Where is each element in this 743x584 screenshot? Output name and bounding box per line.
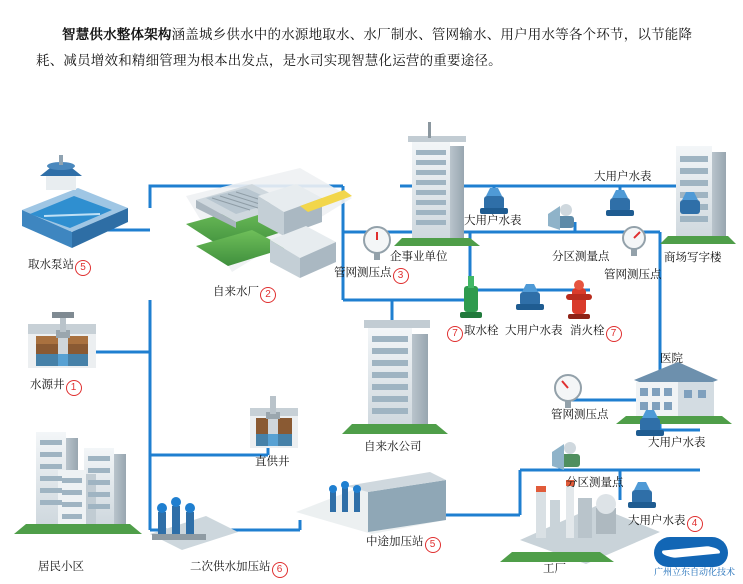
- label-large-user-meter-4: 大用户水表 4: [628, 514, 704, 532]
- label-fire-hydrant-7: 消火栓 7: [570, 324, 623, 342]
- label-large-user-meter-b: 大用户水表: [505, 325, 563, 337]
- zone-flow-point-icon-a: [548, 204, 574, 230]
- water-intake-hydrant-icon: [460, 276, 482, 318]
- hospital-figure: [616, 362, 732, 424]
- label-zone-flow-point-a: 分区测量点: [552, 251, 610, 263]
- commercial-building-figure: [660, 146, 736, 244]
- large-user-meter-icon-top: [606, 190, 634, 216]
- label-secondary-pump: 二次供水加压站 6: [190, 560, 289, 578]
- pipe-pressure-gauge-icon-3: [364, 227, 390, 260]
- water-source-well-figure: [28, 312, 96, 368]
- label-zone-flow-point-b: 分区测量点: [566, 477, 624, 489]
- brand-mark-icon: [654, 537, 728, 567]
- label-booster-station: 中途加压站 5: [366, 535, 442, 553]
- fire-hydrant-icon: [566, 280, 592, 319]
- label-large-user-meter-a: 大用户水表: [464, 215, 522, 227]
- label-enterprise-unit: 企事业单位: [390, 251, 448, 263]
- label-residential-area: 居民小区: [38, 561, 84, 573]
- zone-flow-point-icon-b: [552, 442, 580, 470]
- label-water-source-well: 水源井 1: [30, 378, 83, 396]
- label-large-user-meter-hospital: 大用户水表: [648, 437, 706, 449]
- pipe-pressure-gauge-icon-mid: [555, 375, 581, 408]
- label-pipe-pressure-point-mid: 管网测压点: [551, 409, 609, 421]
- residential-area-figure: [14, 432, 142, 534]
- label-pipe-pressure-point-right: 管网测压点: [604, 269, 662, 281]
- intro-paragraph: [36, 22, 712, 74]
- brand-logo: [654, 537, 735, 578]
- label-large-user-meter-top: 大用户水表: [594, 171, 652, 183]
- label-direct-supply-well: 直供井: [255, 456, 290, 468]
- brand-company-name: 广州立东自动化技术: [653, 567, 735, 577]
- intro-lead: 智慧供水整体架构: [62, 27, 172, 42]
- large-user-meter-icon-a: [480, 188, 508, 214]
- label-hospital: 医院: [660, 353, 683, 365]
- pipe-pressure-gauge-icon-right: [623, 227, 645, 256]
- booster-station-figure: [296, 472, 446, 534]
- large-user-meter-icon-b: [516, 284, 544, 310]
- secondary-pump-figure: [150, 497, 238, 550]
- label-water-company: 自来水公司: [364, 441, 422, 453]
- water-company-figure: [342, 320, 448, 434]
- label-pipe-pressure-point-3: 管网测压点 3: [334, 266, 410, 284]
- intake-pump-station-figure: [22, 155, 128, 248]
- large-user-meter-icon-4: [628, 482, 656, 508]
- label-water-plant: 自来水厂 2: [213, 285, 277, 303]
- label-intake-pump-station: 取水泵站 5: [28, 258, 92, 276]
- intro-rest: 涵盖城乡供水中的水源地取水、水厂制水、管网输水、用户用水等各个环节，以节能降: [171, 27, 693, 42]
- label-commercial-building: 商场写字楼: [664, 252, 722, 264]
- direct-supply-well-figure: [250, 396, 298, 448]
- intro-line2: 耗、减员增效和精细管理为根本出发点，是水司实现智慧化运营的重要途径。: [36, 53, 502, 68]
- label-factory: 工厂: [543, 563, 566, 575]
- label-water-hydrant-7: 7 取水栓: [446, 324, 499, 342]
